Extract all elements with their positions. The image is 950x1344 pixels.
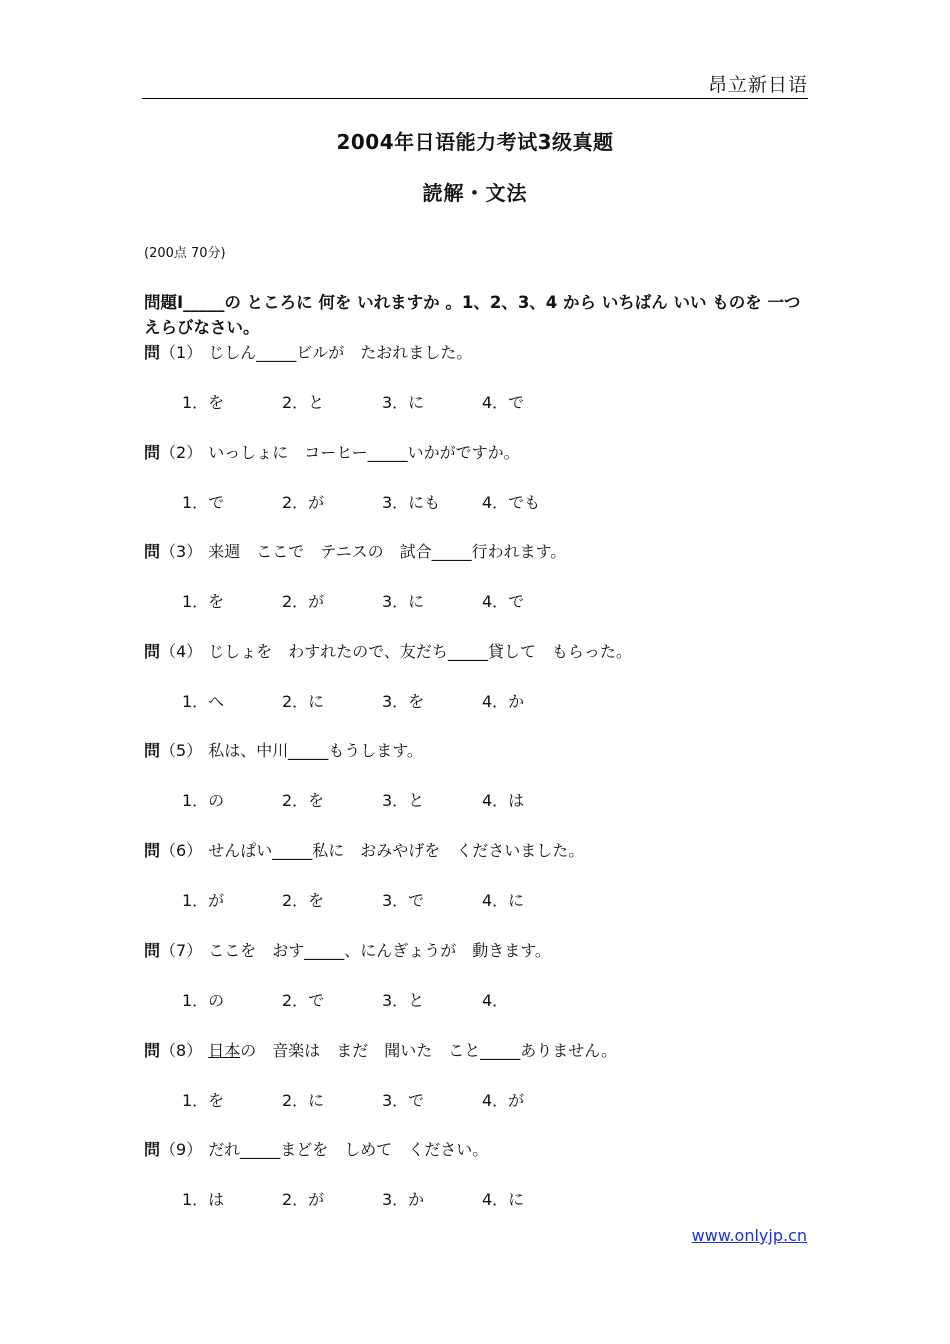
option: 3．を [382, 692, 425, 711]
question-number: （5） [160, 741, 203, 760]
option: 3．に [382, 393, 425, 412]
question-3 [144, 539, 566, 562]
page-subtitle: 読解・文法 [422, 181, 528, 205]
question-label: 問 [144, 642, 161, 661]
option: 2．が [282, 493, 325, 512]
question-number: （2） [160, 443, 203, 462]
question-number: （8） [160, 1041, 203, 1060]
option: 2．が [282, 1190, 325, 1209]
option: 2．を [282, 791, 325, 810]
option: 2．と [282, 393, 325, 412]
option: 1．を [182, 1091, 225, 1110]
options-1 [182, 390, 582, 413]
header-divider [142, 98, 808, 99]
options-3 [182, 589, 582, 612]
question-text: 私は、中川_____もうします。 [208, 741, 423, 760]
option: 4．に [482, 1190, 525, 1209]
question-text: じしょを わすれたので、友だち_____貸して もらった。 [208, 642, 632, 661]
options-6 [182, 888, 582, 911]
question-text: せんぱい_____私に おみやげを くださいました。 [208, 841, 585, 860]
option: 3．で [382, 891, 425, 910]
header-brand: 昂立新日语 [707, 74, 808, 96]
question-8 [144, 1038, 617, 1061]
question-number: （6） [160, 841, 203, 860]
question-label: 問 [144, 841, 161, 860]
option: 2．に [282, 1091, 325, 1110]
question-6 [144, 838, 584, 861]
option: 1．が [182, 891, 225, 910]
option: 3．にも [382, 493, 441, 512]
question-number: （1） [160, 343, 203, 362]
option: 1．へ [182, 692, 225, 711]
option: 4．は [482, 791, 525, 810]
page-title: 2004年日语能力考试3级真题 [336, 130, 614, 154]
option: 4．で [482, 393, 525, 412]
options-9 [182, 1187, 582, 1210]
question-number: （7） [160, 941, 203, 960]
option: 3．か [382, 1190, 425, 1209]
question-text: じしん_____ビルが たおれました。 [208, 343, 473, 362]
question-label: 問 [144, 343, 161, 362]
section-instruction: 問題Ⅰ_____の ところに 何を いれますか 。1、2、3、4 から いちばん いい ものを 一つ えらびなさい。 [144, 293, 801, 337]
option: 3．で [382, 1091, 425, 1110]
option: 1．の [182, 991, 225, 1010]
question-label: 問 [144, 941, 161, 960]
question-label: 問 [144, 542, 161, 561]
option: 1．を [182, 393, 225, 412]
option: 1．を [182, 592, 225, 611]
option: 2．を [282, 891, 325, 910]
question-number: （9） [160, 1140, 203, 1159]
question-number: （3） [160, 542, 203, 561]
question-9 [144, 1137, 488, 1160]
option: 3．と [382, 991, 425, 1010]
option: 4．に [482, 891, 525, 910]
options-4 [182, 689, 582, 712]
question-text: ここを おす_____、にんぎょうが 動きます。 [208, 941, 551, 960]
question-7 [144, 938, 551, 961]
question-4 [144, 639, 632, 662]
option: 4．で [482, 592, 525, 611]
options-7 [182, 988, 582, 1011]
question-label: 問 [144, 741, 161, 760]
option: 4． [482, 991, 509, 1010]
question-1 [144, 340, 472, 363]
options-8 [182, 1088, 582, 1111]
option: 3．と [382, 791, 425, 810]
question-label: 問 [144, 1041, 161, 1060]
options-5 [182, 788, 582, 811]
option: 2．が [282, 592, 325, 611]
option: 4．でも [482, 493, 541, 512]
question-text: いっしょに コーヒー_____いかがですか。 [208, 443, 520, 462]
question-label: 問 [144, 1140, 161, 1159]
option: 4．か [482, 692, 525, 711]
option: 2．で [282, 991, 325, 1010]
question-text: の 音楽は まだ 聞いた こと_____ありません。 [240, 1041, 618, 1060]
option: 3．に [382, 592, 425, 611]
option: 1．の [182, 791, 225, 810]
option: 1．で [182, 493, 225, 512]
option: 1．は [182, 1190, 225, 1209]
option: 4．が [482, 1091, 525, 1110]
score-note: (200点 70分) [144, 246, 226, 261]
question-label: 問 [144, 443, 161, 462]
question-text: 来週 ここで テニスの 試合_____行われます。 [208, 542, 567, 561]
option: 2．に [282, 692, 325, 711]
footer-website-link[interactable]: www.onlyjp.cn [691, 1226, 807, 1245]
question-text: だれ_____まどを しめて ください。 [208, 1140, 489, 1159]
question-number: （4） [160, 642, 203, 661]
question-5 [144, 738, 423, 761]
question-2 [144, 440, 520, 463]
options-2 [182, 490, 582, 513]
underlined-word: 日本 [208, 1041, 241, 1060]
